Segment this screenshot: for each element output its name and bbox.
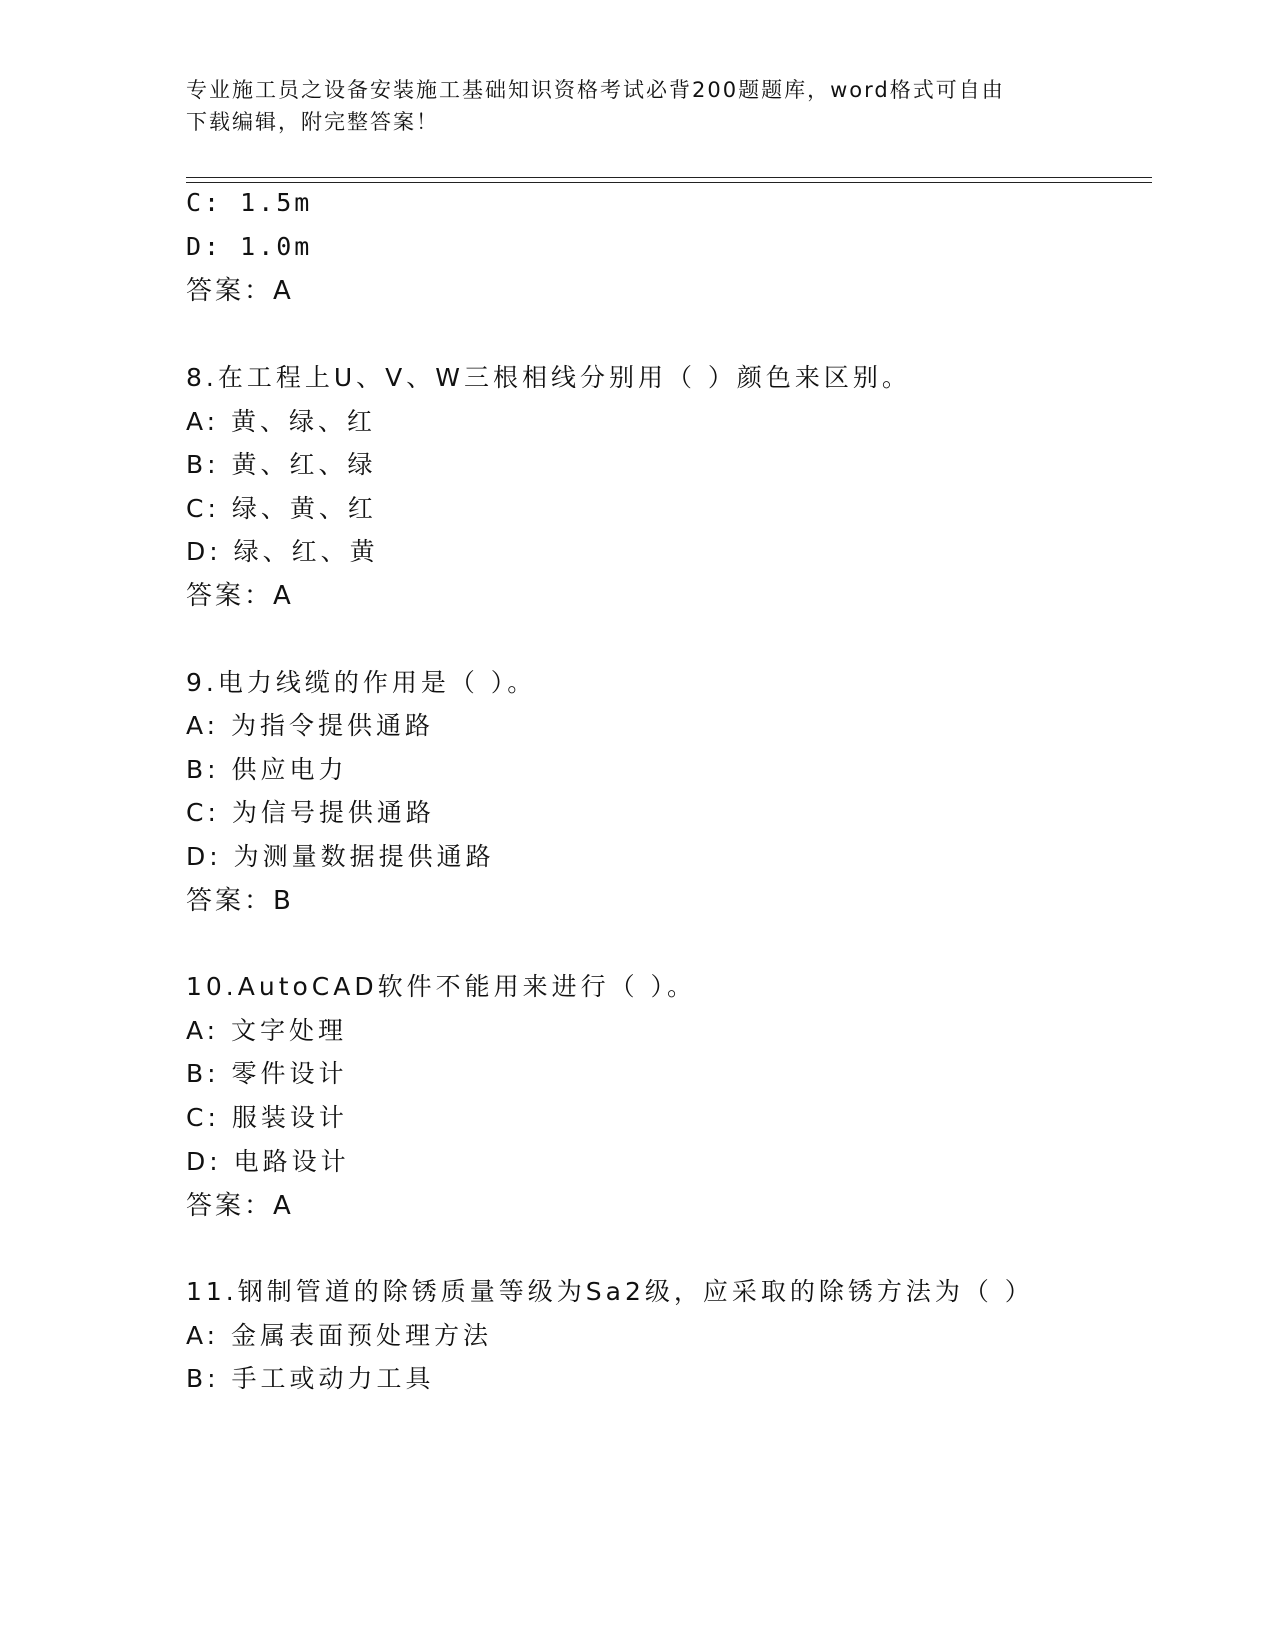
header-divider-bottom xyxy=(186,182,1152,183)
header-line-1: 专业施工员之设备安装施工基础知识资格考试必背200题题库，word格式可自由 xyxy=(186,78,1005,102)
answer: 答案：A xyxy=(186,276,294,306)
question-8-answer: 答案：A xyxy=(186,581,294,611)
question-11-option-a: A: 金属表面预处理方法 xyxy=(186,1321,493,1350)
question-9-option-d: D: 为测量数据提供通路 xyxy=(186,842,495,871)
question-8-option-d: D: 绿、红、黄 xyxy=(186,537,379,566)
question-11-option-b: B: 手工或动力工具 xyxy=(186,1364,435,1393)
header-line-2: 下载编辑，附完整答案！ xyxy=(186,110,439,134)
question-9-answer: 答案：B xyxy=(186,886,294,916)
header-divider-top xyxy=(186,177,1152,178)
question-10-text: 10.AutoCAD软件不能用来进行（ ）。 xyxy=(186,972,697,1001)
question-10-answer: 答案：A xyxy=(186,1191,294,1221)
question-10-option-d: D: 电路设计 xyxy=(186,1147,350,1176)
document-header xyxy=(186,74,1066,138)
question-9-option-a: A: 为指令提供通路 xyxy=(186,711,435,740)
question-9-option-b: B: 供应电力 xyxy=(186,755,348,784)
question-8-option-c: C: 绿、黄、红 xyxy=(186,494,377,523)
question-9-option-c: C: 为信号提供通路 xyxy=(186,798,435,827)
question-10-option-c: C: 服装设计 xyxy=(186,1103,348,1132)
question-8-option-a: A: 黄、绿、红 xyxy=(186,407,377,436)
question-8-option-b: B: 黄、红、绿 xyxy=(186,450,377,479)
question-10-option-b: B: 零件设计 xyxy=(186,1059,348,1088)
question-8-text: 8.在工程上U、V、W三根相线分别用（ ）颜色来区别。 xyxy=(186,363,911,392)
question-9-text: 9.电力线缆的作用是（ ）。 xyxy=(186,668,537,697)
question-11-text: 11.钢制管道的除锈质量等级为Sa2级，应采取的除锈方法为（ ） xyxy=(186,1277,1034,1306)
question-10-option-a: A: 文字处理 xyxy=(186,1016,348,1045)
option-d: D: 1.0m xyxy=(186,232,313,261)
option-c: C: 1.5m xyxy=(186,188,313,217)
